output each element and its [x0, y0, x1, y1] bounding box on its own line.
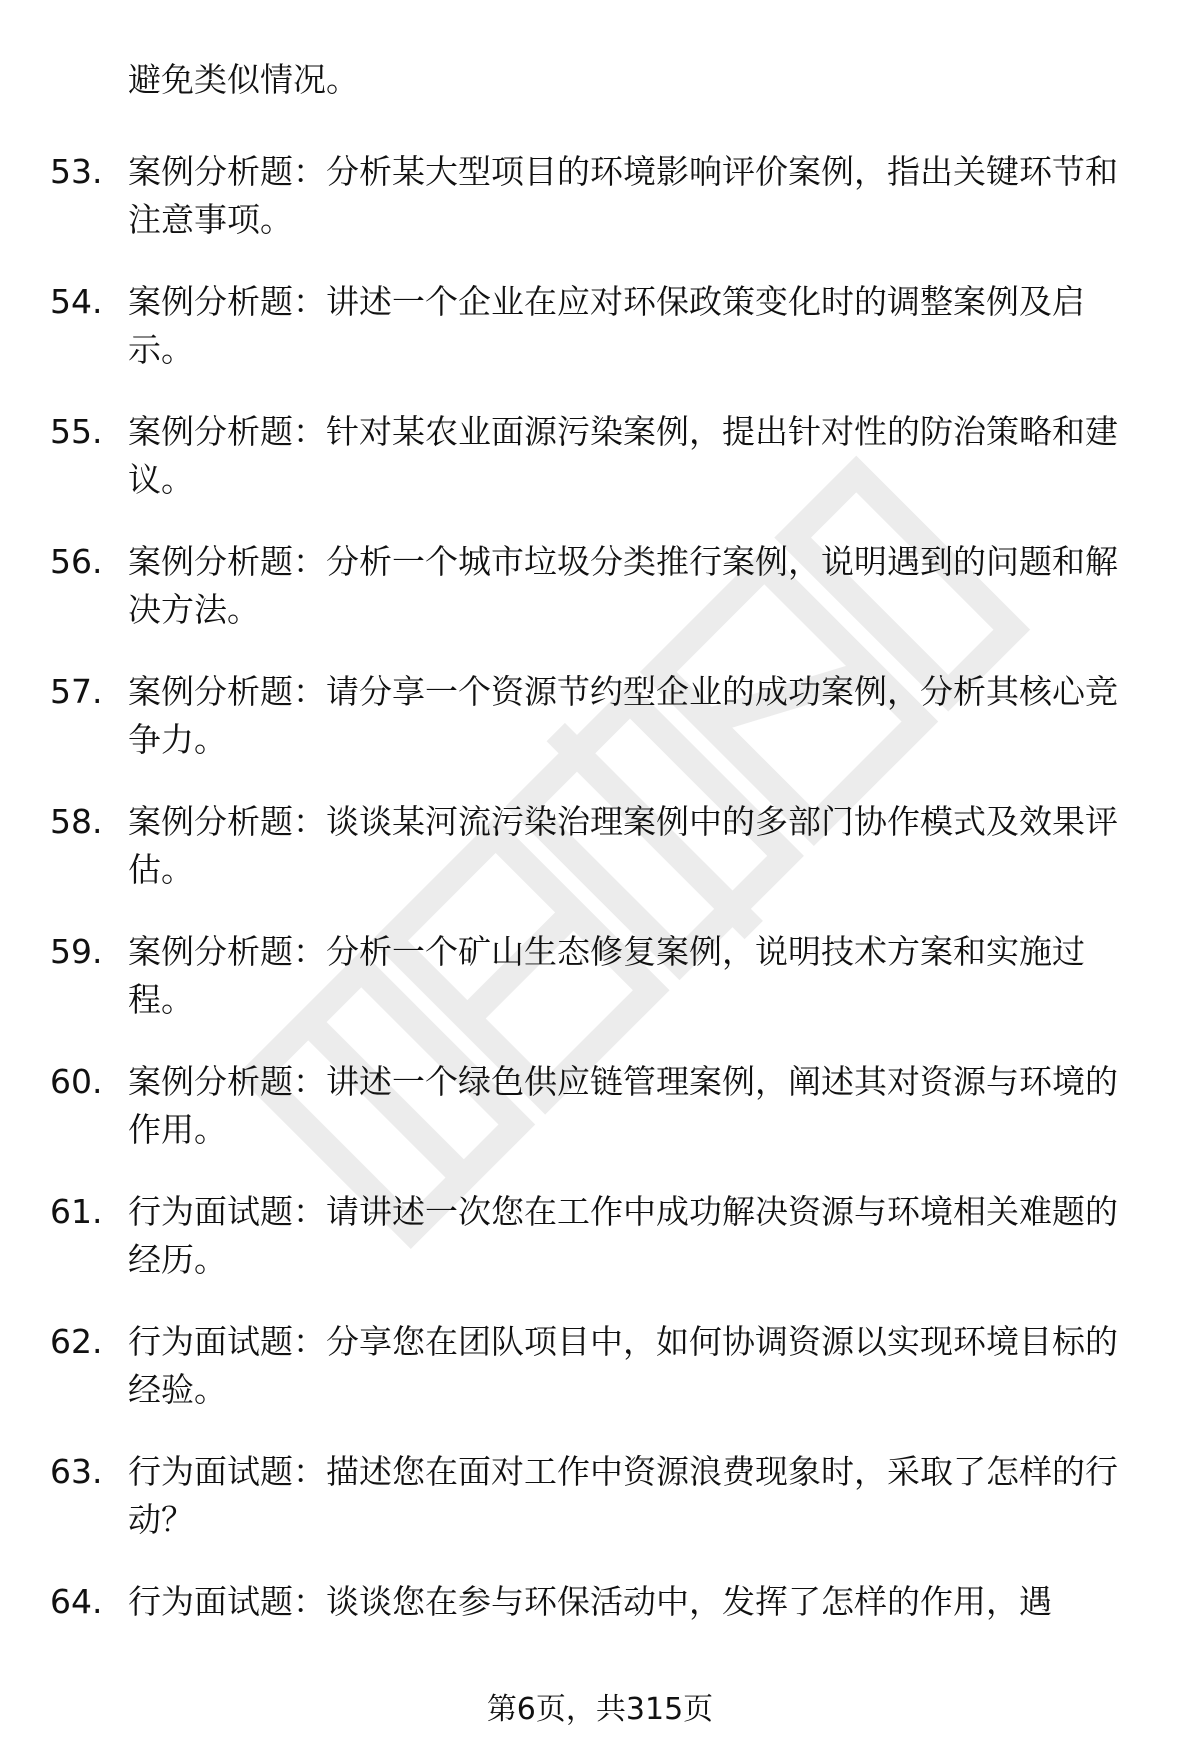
item-text: 行为面试题：谈谈您在参与环保活动中，发挥了怎样的作用，遇 [128, 1582, 1052, 1621]
list-item [0, 140, 1200, 270]
item-number: 58. [50, 802, 103, 841]
item-number: 60. [50, 1062, 103, 1101]
continuation-text: 避免类似情况。 [128, 60, 359, 99]
list-item [0, 400, 1200, 530]
item-number: 63. [50, 1452, 103, 1491]
item-number: 57. [50, 672, 103, 711]
item-number: 64. [50, 1582, 103, 1621]
item-text: 案例分析题：请分享一个资源节约型企业的成功案例，分析其核心竞争力。 [128, 672, 1118, 759]
page-footer: 第6页，共315页 [486, 1692, 714, 1727]
item-text: 案例分析题：讲述一个企业在应对环保政策变化时的调整案例及启示。 [128, 282, 1085, 369]
list-item [0, 1570, 1200, 1700]
list-item [0, 920, 1200, 1050]
item-text: 行为面试题：分享您在团队项目中，如何协调资源以实现环境目标的经验。 [128, 1322, 1118, 1409]
list-item [0, 1440, 1200, 1570]
list-item [0, 1050, 1200, 1180]
item-number: 61. [50, 1192, 103, 1231]
item-number: 56. [50, 542, 103, 581]
item-text: 案例分析题：分析某大型项目的环境影响评价案例，指出关键环节和注意事项。 [128, 152, 1118, 239]
list-item [0, 1180, 1200, 1310]
item-number: 54. [50, 282, 103, 321]
item-number: 62. [50, 1322, 103, 1361]
list-item [0, 270, 1200, 400]
item-text: 行为面试题：请讲述一次您在工作中成功解决资源与环境相关难题的经历。 [128, 1192, 1118, 1279]
item-number: 55. [50, 412, 103, 451]
item-text: 案例分析题：分析一个城市垃圾分类推行案例，说明遇到的问题和解决方法。 [128, 542, 1118, 629]
question-list [0, 140, 1200, 1700]
item-text: 案例分析题：分析一个矿山生态修复案例，说明技术方案和实施过程。 [128, 932, 1085, 1019]
item-text: 行为面试题：描述您在面对工作中资源浪费现象时，采取了怎样的行动？ [128, 1452, 1118, 1539]
item-text: 案例分析题：针对某农业面源污染案例，提出针对性的防治策略和建议。 [128, 412, 1118, 499]
item-number: 53. [50, 152, 103, 191]
list-item [0, 530, 1200, 660]
item-text: 案例分析题：讲述一个绿色供应链管理案例，阐述其对资源与环境的作用。 [128, 1062, 1118, 1149]
list-item [0, 660, 1200, 790]
item-text: 案例分析题：谈谈某河流污染治理案例中的多部门协作模式及效果评估。 [128, 802, 1118, 889]
list-item [0, 1310, 1200, 1440]
item-number: 59. [50, 932, 103, 971]
list-item [0, 790, 1200, 920]
